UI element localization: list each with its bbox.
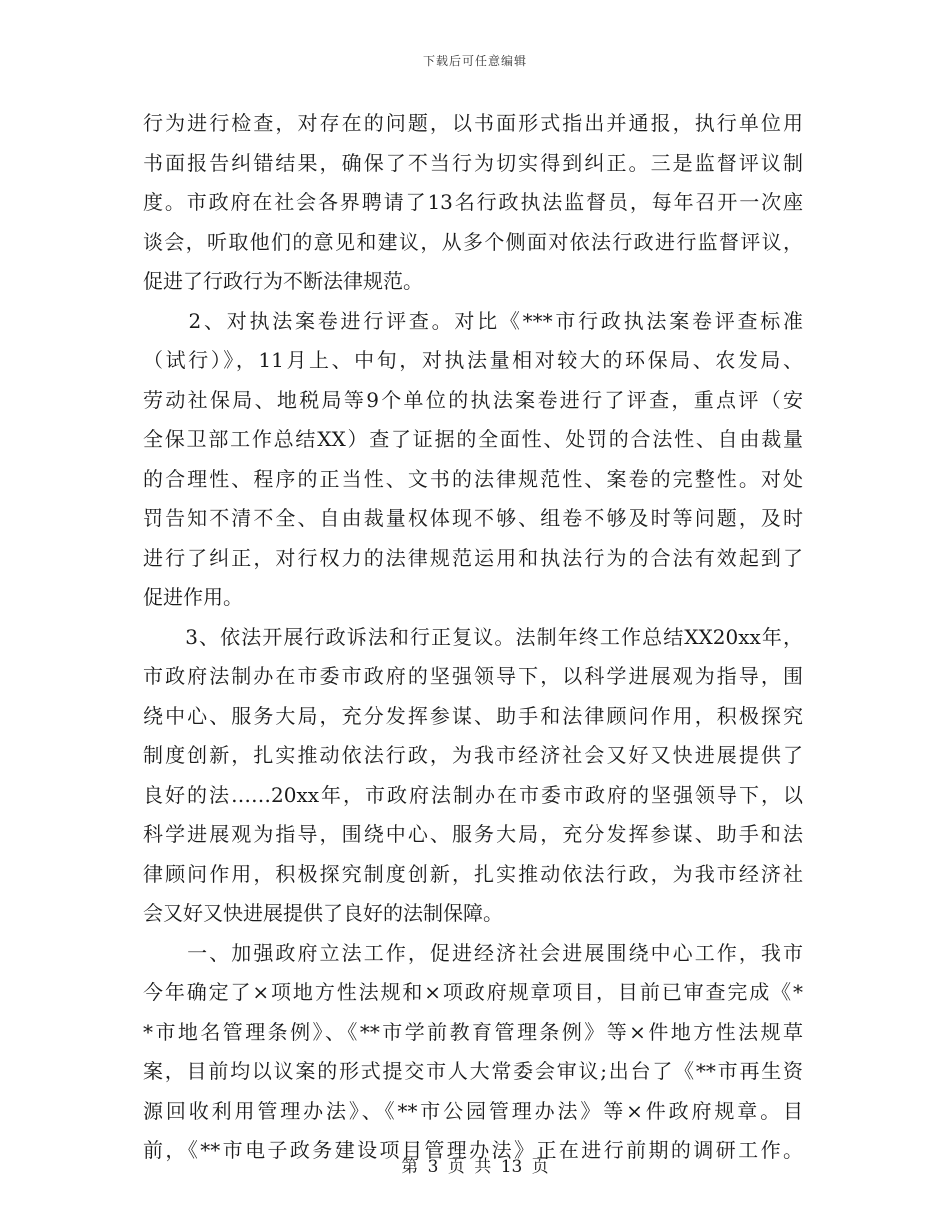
text-line: 制度创新，扎实推动依法行政，为我市经济社会又好又快进展提供了 (143, 743, 803, 767)
text-line: 促进作用。 (143, 585, 243, 609)
text-line: *市地名管理条例》、《**市学前教育管理条例》等×件地方性法规草 (143, 1019, 803, 1044)
text-line: 谈会，听取他们的意见和建议，从多个侧面对依法行政进行监督评议， (143, 229, 803, 254)
text-line: 前，《**市电子政务建设项目管理办法》正在进行前期的调研工作。 (143, 1138, 803, 1162)
text-line: 全保卫部工作总结XX）查了证据的全面性、处罚的合法性、自由裁量 (143, 427, 803, 451)
header-note: 下载后可任意编辑 (422, 54, 527, 68)
text-line: 会又好又快进展提供了良好的法制保障。 (143, 901, 503, 925)
text-line: 市政府法制办在市委市政府的坚强领导下，以科学进展观为指导，围 (143, 664, 803, 688)
text-line: 律顾问作用，积极探究制度创新，扎实推动依法行政，为我市经济社 (143, 861, 803, 886)
text-line: 今年确定了×项地方性法规和×项政府规章项目，目前已审查完成《* (143, 980, 803, 1004)
text-line: 罚告知不清不全、自由裁量权体现不够、组卷不够及时等问题，及时 (143, 506, 803, 530)
text-line: 促进了行政行为不断法律规范。 (143, 269, 423, 293)
text-line: 度。市政府在社会各界聘请了13名行政执法监督员，每年召开一次座 (143, 190, 803, 214)
text-line: 案，目前均以议案的形式提交市人大常委会审议;出台了《**市再生资 (143, 1059, 803, 1083)
text-line: 行为进行检查，对存在的问题，以书面形式指出并通报，执行单位用 (143, 111, 803, 135)
body-text (143, 104, 803, 1171)
text-line: 一、加强政府立法工作，促进经济社会进展围绕中心工作，我市 (143, 940, 803, 965)
text-line: （试行）》，11月上、中旬，对执法量相对较大的环保局、农发局、 (143, 348, 803, 372)
text-line: 的合理性、程序的正当性、文书的法律规范性、案卷的完整性。对处 (143, 466, 803, 491)
text-line: 2、对执法案卷进行评查。对比《***市行政执法案卷评查标准 (143, 308, 803, 333)
text-line: 科学进展观为指导，围绕中心、服务大局，充分发挥参谋、助手和法 (143, 822, 803, 846)
page-number: 第 3 页 共 13 页 (401, 1157, 549, 1177)
text-line: 进行了纠正，对行权力的法律规范运用和执法行为的合法有效起到了 (143, 545, 803, 570)
text-line: 劳动社保局、地税局等9个单位的执法案卷进行了评查，重点评（安 (143, 387, 803, 412)
text-line: 3、依法开展行政诉法和行正复议。法制年终工作总结XX20xx年， (143, 624, 803, 649)
text-line: 绕中心、服务大局，充分发挥参谋、助手和法律顾问作用，积极探究 (143, 703, 803, 728)
text-line: 源回收利用管理办法》、《**市公园管理办法》等×件政府规章。目 (143, 1098, 803, 1123)
text-line: 书面报告纠错结果，确保了不当行为切实得到纠正。三是监督评议制 (143, 150, 803, 175)
text-line: 良好的法……20xx年，市政府法制办在市委市政府的坚强领导下，以 (143, 782, 803, 807)
